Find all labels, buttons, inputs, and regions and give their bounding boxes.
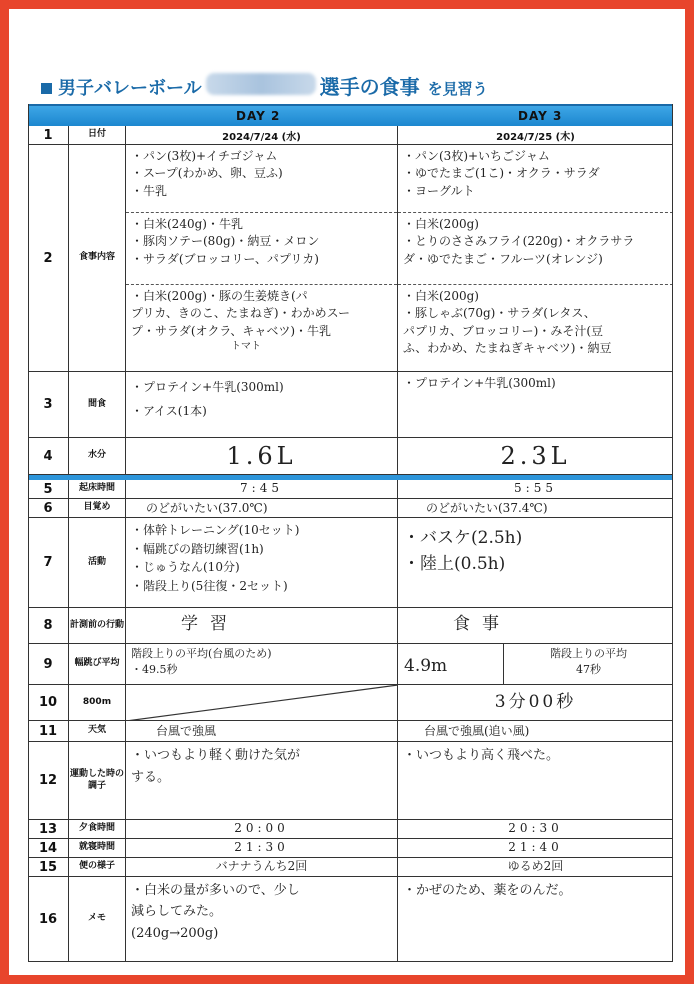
day2-water: 1.6L [126,438,398,474]
day3-activity [398,518,673,607]
meal-line: プリカ、きのこ、たまねぎ)・わかめスー [131,306,351,321]
square-bullet-icon [41,83,52,94]
day3-800m: 3分00秒 [494,692,577,713]
day2-snack [126,372,398,437]
activity-line: ・体幹トレーニング(10セット) [131,523,300,537]
meal-line: トマト [231,341,261,353]
table-row [28,518,673,608]
row-number: 12 [28,742,69,819]
row-label: 活動 [69,518,126,607]
day3-wake-time: 5:55 [514,481,557,496]
meal-line: ・牛乳 [131,183,168,198]
meal-line: ダ・ゆでたまご・フルーツ(オレンジ) [403,251,603,266]
worksheet [9,9,685,975]
row-number: 4 [28,438,69,474]
jump-line: ・49.5秒 [131,662,178,676]
row-number: 7 [28,518,69,607]
day3-before-measure: 食事 [453,614,511,634]
day2-memo [126,877,398,961]
day2-condition [126,742,398,819]
snack-line: ・アイス(1本) [131,404,207,418]
day2-date: 2024/7/24 (水) [126,126,398,144]
table-row [28,685,673,721]
memo-line: ・かぜのため、薬をのんだ。 [403,883,572,898]
page-title [41,71,488,97]
meal-line: ・白米(200g)・豚の生姜焼き(パ [131,289,308,303]
day3-dinner [398,285,673,371]
activity-line: ・バスケ(2.5h) [403,528,523,548]
table-row [28,145,673,372]
table-row [28,721,673,742]
row-number: 10 [28,685,69,720]
row-label: 食事内容 [69,145,126,371]
day2-before-measure: 学習 [126,608,398,643]
activity-line: ・幅跳びの踏切練習(1h) [131,541,264,556]
memo-line: ・白米の量が多いので、少し [131,883,300,898]
table-row [28,480,673,499]
meal-line: ・豚肉ソテー(80g)・納豆・メロン [131,234,320,249]
meal-line: ・白米(240g)・牛乳 [131,217,243,231]
day2-stool: バナナうんち2回 [126,858,398,876]
day3-jump-distance: 4.9m [398,644,504,684]
day3-breakfast [398,145,673,213]
day-header [28,104,673,126]
day3-snack [398,372,673,437]
day3-dinner-time: 20:30 [508,821,563,836]
row-label: 水分 [69,438,126,474]
meal-line: ・白米(200g) [403,217,479,231]
meal-line: ・パン(3枚)+いちごジャム [403,149,550,163]
day3-jump [398,644,673,684]
meal-line: プ・サラダ(オクラ、キャベツ)・牛乳 [131,323,332,338]
row-number: 15 [28,858,69,876]
memo-line: (240g→200g) [131,925,219,941]
day2-breakfast [126,145,397,213]
jump-line: 階段上りの平均(台風のため) [131,647,272,660]
table-row [28,820,673,839]
table-row [28,608,673,644]
row-label: 日付 [69,126,126,144]
day3-lunch [398,213,673,285]
day3-water: 2.3L [500,441,571,470]
day2-activity [126,518,398,607]
strike-line [126,685,398,720]
day3-waking: のどがいたい(37.4℃) [426,501,548,515]
row-label: 800m [69,685,126,720]
day2-waking: のどがいたい(37.0℃) [126,499,398,517]
meal-line: ・パン(3枚)+イチゴジャム [131,149,278,163]
day2-meals [126,145,398,371]
meal-line: ・豚しゃぶ(70g)・サラダ(レタス、 [403,306,596,321]
row-label: 起床時間 [69,480,126,498]
table-row [28,877,673,962]
day2-dinner [126,285,397,371]
table-row [28,742,673,820]
activity-line: ・階段上り(5往復・2セット) [131,578,288,593]
table-row [28,499,673,518]
day3-date: 2024/7/25 (木) [496,131,575,143]
meal-line: パプリカ、ブロッコリー)・みそ汁(豆 [403,323,604,338]
meal-line: ・白米(200g) [403,289,479,303]
title-left: 男子バレーボール [58,78,202,99]
meal-line: ・ヨーグルト [403,183,475,198]
row-number: 6 [28,499,69,517]
day2-lunch [126,213,397,285]
table-row [28,858,673,877]
table-row [28,644,673,685]
day2-wake-time: 7:45 [126,480,398,498]
row-number: 2 [28,145,69,371]
table-row [28,372,673,438]
meal-line: ・スープ(わかめ、卵、豆ふ) [131,166,283,181]
record-table [28,104,673,962]
row-number: 8 [28,608,69,643]
activity-line: ・じゅうなん(10分) [131,560,240,575]
meal-line: ・とりのささみフライ(220g)・オクラサラ [403,234,635,249]
row-number: 14 [28,839,69,857]
condition-line: ・いつもより高く飛べた。 [403,748,560,763]
day2-bed-time: 21:30 [126,839,398,857]
day3-condition [398,742,673,819]
row-number: 11 [28,721,69,741]
row-label: 夕食時間 [69,820,126,838]
day3-stairs [504,644,673,684]
blurred-name [206,73,316,95]
row-label: 便の様子 [69,858,126,876]
table-row [28,126,673,145]
day2-800m-empty [126,685,398,720]
meal-line: ふ、わかめ、たまねぎキャベツ)・納豆 [403,341,612,356]
day2-dinner-time: 20:00 [126,820,398,838]
row-label: 就寝時間 [69,839,126,857]
row-number: 16 [28,877,69,961]
row-number: 1 [28,126,69,144]
day3-stool: ゆるめ2回 [507,859,564,874]
title-suffix: を見習う [427,80,488,98]
day2-jump [126,644,398,684]
snack-line: ・プロテイン+牛乳(300ml) [403,376,556,390]
row-number: 3 [28,372,69,437]
day2-weather: 台風で強風 [126,721,398,741]
activity-line: ・陸上(0.5h) [403,553,506,574]
title-right: 選手の食事 [319,75,420,99]
row-label: 計測前の行動 [69,608,126,643]
memo-line: 減らしてみた。 [131,904,223,920]
condition-line: ・いつもより軽く動けた気が [131,748,301,763]
meal-line: ・サラダ(ブロッコリー、パプリカ) [131,251,319,266]
day2-header: DAY 2 [236,109,281,123]
row-label: 運動した時の調子 [69,742,126,819]
day3-bed-time: 21:40 [508,840,563,855]
row-number: 5 [28,480,69,498]
table-row [28,839,673,858]
condition-line: する。 [131,770,171,786]
row-number: 13 [28,820,69,838]
snack-line: ・プロテイン+牛乳(300ml) [131,380,284,394]
row-label: 幅跳び平均 [69,644,126,684]
row-number: 9 [28,644,69,684]
row-label: メモ [69,877,126,961]
row-label: 天気 [69,721,126,741]
day3-header: DAY 3 [518,109,563,123]
stairs-line: 47秒 [576,662,601,676]
stairs-line: 階段上りの平均 [550,647,627,660]
row-label: 目覚め [69,499,126,517]
day3-memo [398,877,673,961]
row-label: 間食 [69,372,126,437]
day3-meals [398,145,673,371]
meal-line: ・ゆでたまご(1こ)・オクラ・サラダ [403,166,600,181]
day3-weather: 台風で強風(追い風) [424,724,530,738]
table-row [28,438,673,475]
